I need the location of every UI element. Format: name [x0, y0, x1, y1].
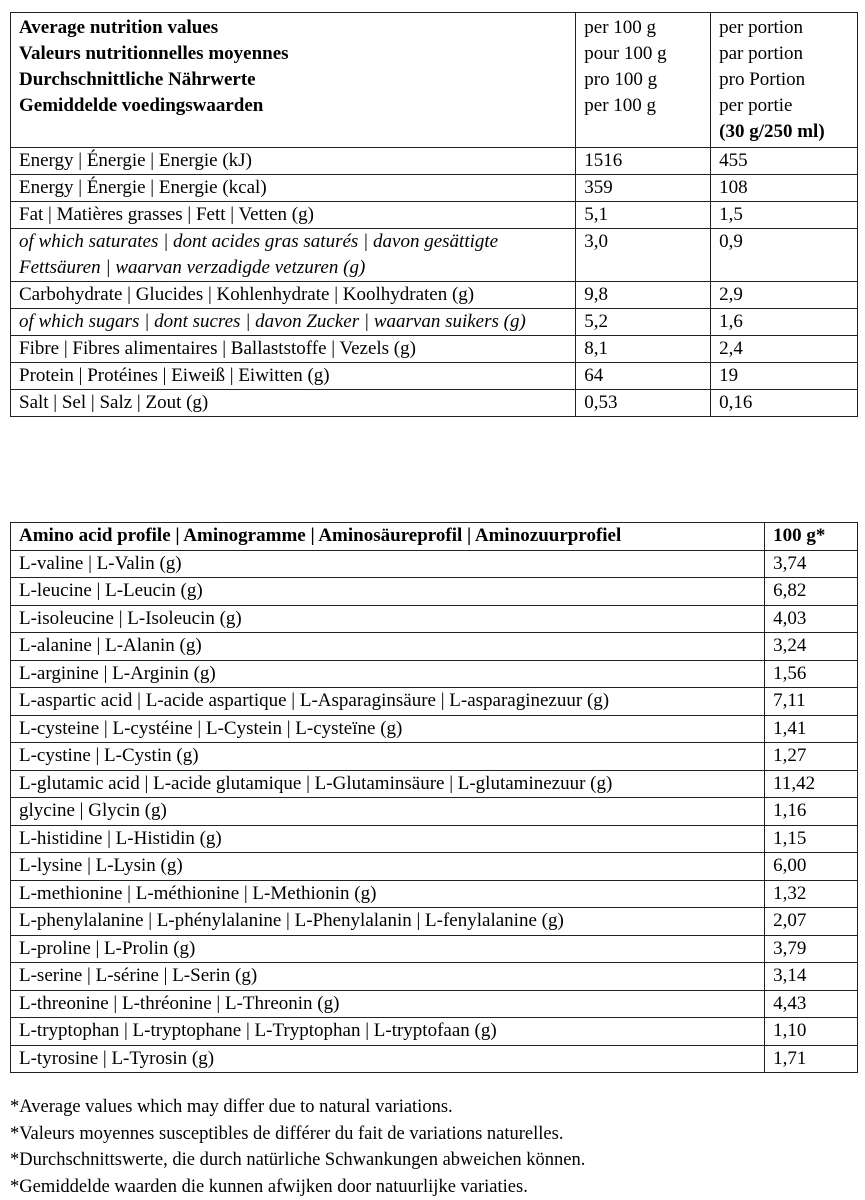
nutrient-label: Carbohydrate | Glucides | Kohlenhydrate | Koolhydraten (g) [11, 282, 576, 309]
header-label-line: Valeurs nutritionnelles moyennes [19, 43, 289, 64]
amino-value: 3,24 [765, 633, 858, 661]
nutrition-row-fibre [11, 336, 858, 363]
nutrition-row-energy-kj [11, 148, 858, 175]
nutrient-label: Energy | Énergie | Energie (kcal) [11, 175, 576, 202]
nutrient-portion: 455 [711, 148, 858, 175]
header-label-line: Gemiddelde voedingswaarden [19, 95, 264, 116]
amino-value: 1,16 [765, 798, 858, 826]
header-per100-line: pour 100 g [584, 43, 667, 64]
amino-row [11, 633, 858, 661]
amino-label: L-methionine | L-méthionine | L-Methionin (g) [11, 880, 765, 908]
amino-header-label [11, 523, 765, 551]
nutrient-portion: 1,5 [711, 202, 858, 229]
amino-acid-table [10, 522, 858, 1073]
amino-value: 6,82 [765, 578, 858, 606]
nutrient-portion: 2,4 [711, 336, 858, 363]
header-portion-size: (30 g/250 ml) [719, 121, 825, 142]
footnote-de: *Durchschnittswerte, die durch natürliche Schwankungen abweichen können. [10, 1150, 586, 1170]
nutrient-per100: 0,53 [576, 390, 711, 417]
nutrient-portion: 1,6 [711, 309, 858, 336]
header-portion-line: par portion [719, 43, 804, 64]
amino-value: 4,03 [765, 605, 858, 633]
nutrient-per100: 9,8 [576, 282, 711, 309]
amino-value: 7,11 [765, 688, 858, 716]
amino-label: L-isoleucine | L-Isoleucin (g) [11, 605, 765, 633]
header-portion-line: per portion [719, 17, 804, 38]
footnote-en: *Average values which may differ due to natural variations. [10, 1097, 453, 1117]
nutrient-per100: 5,1 [576, 202, 711, 229]
amino-value: 2,07 [765, 908, 858, 936]
amino-row [11, 770, 858, 798]
nutrition-header-label [11, 13, 576, 148]
amino-label: L-lysine | L-Lysin (g) [11, 853, 765, 881]
amino-row [11, 853, 858, 881]
amino-header-label-text: Amino acid profile | Aminogramme | Aminosäureprofil | Aminozuurprofiel [19, 525, 622, 546]
amino-header-value-text: 100 g* [773, 525, 826, 546]
nutrient-label: Protein | Protéines | Eiweiß | Eiwitten (g) [11, 363, 576, 390]
amino-row [11, 688, 858, 716]
amino-row [11, 578, 858, 606]
amino-label: L-serine | L-sérine | L-Serin (g) [11, 963, 765, 991]
amino-label: L-leucine | L-Leucin (g) [11, 578, 765, 606]
amino-value: 6,00 [765, 853, 858, 881]
nutrient-portion: 0,16 [711, 390, 858, 417]
nutrition-row-carbohydrate [11, 282, 858, 309]
amino-row [11, 1018, 858, 1046]
amino-value: 1,15 [765, 825, 858, 853]
amino-label: L-cysteine | L-cystéine | L-Cystein | L-cysteïne (g) [11, 715, 765, 743]
amino-label: L-cystine | L-Cystin (g) [11, 743, 765, 771]
nutrient-label: Fibre | Fibres alimentaires | Ballaststoffe | Vezels (g) [11, 336, 576, 363]
amino-row [11, 1045, 858, 1073]
footnotes [10, 1094, 585, 1200]
amino-row [11, 743, 858, 771]
amino-row [11, 660, 858, 688]
amino-value: 11,42 [765, 770, 858, 798]
amino-value: 3,14 [765, 963, 858, 991]
amino-rows [11, 550, 858, 1073]
header-label-line: Average nutrition values [19, 17, 219, 38]
amino-label: L-proline | L-Prolin (g) [11, 935, 765, 963]
nutrition-row-energy-kcal [11, 175, 858, 202]
nutrition-table [10, 12, 858, 417]
amino-label: L-phenylalanine | L-phénylalanine | L-Phenylalanin | L-fenylalanine (g) [11, 908, 765, 936]
footnote-nl: *Gemiddelde waarden die kunnen afwijken door natuurlijke variaties. [10, 1176, 528, 1197]
amino-label: L-glutamic acid | L-acide glutamique | L-Glutaminsäure | L-glutaminezuur (g) [11, 770, 765, 798]
amino-value: 1,32 [765, 880, 858, 908]
amino-value: 1,71 [765, 1045, 858, 1073]
amino-label: L-aspartic acid | L-acide aspartique | L-Asparaginsäure | L-asparaginezuur (g) [11, 688, 765, 716]
amino-row [11, 880, 858, 908]
amino-header-value [765, 523, 858, 551]
amino-label: L-histidine | L-Histidin (g) [11, 825, 765, 853]
header-portion-line: per portie [719, 95, 793, 116]
header-label-line: Durchschnittliche Nährwerte [19, 69, 256, 90]
nutrient-per100: 359 [576, 175, 711, 202]
header-per100-line: per 100 g [584, 17, 657, 38]
amino-label: L-valine | L-Valin (g) [11, 550, 765, 578]
amino-row [11, 935, 858, 963]
amino-value: 3,74 [765, 550, 858, 578]
amino-header-row [11, 523, 858, 551]
amino-row [11, 798, 858, 826]
nutrition-row-fat [11, 202, 858, 229]
header-per100-line: per 100 g [584, 95, 657, 116]
amino-value: 1,41 [765, 715, 858, 743]
nutrient-portion: 19 [711, 363, 858, 390]
amino-row [11, 715, 858, 743]
amino-label: L-tryptophan | L-tryptophane | L-Tryptophan | L-tryptofaan (g) [11, 1018, 765, 1046]
amino-value: 4,43 [765, 990, 858, 1018]
amino-label: L-threonine | L-thréonine | L-Threonin (g) [11, 990, 765, 1018]
nutrition-row-sugars [11, 309, 858, 336]
nutrient-per100: 5,2 [576, 309, 711, 336]
nutrition-header-portion [711, 13, 858, 148]
nutrient-label: Energy | Énergie | Energie (kJ) [11, 148, 576, 175]
nutrition-header-row [11, 13, 858, 148]
footnote-fr: *Valeurs moyennes susceptibles de différer du fait de variations naturelles. [10, 1123, 564, 1144]
nutrient-label: Fat | Matières grasses | Fett | Vetten (g) [11, 202, 576, 229]
amino-label: L-alanine | L-Alanin (g) [11, 633, 765, 661]
nutrition-row-salt [11, 390, 858, 417]
amino-value: 1,10 [765, 1018, 858, 1046]
amino-row [11, 550, 858, 578]
nutrient-label: of which sugars | dont sucres | davon Zucker | waarvan suikers (g) [11, 309, 576, 336]
amino-label: L-tyrosine | L-Tyrosin (g) [11, 1045, 765, 1073]
amino-label: L-arginine | L-Arginin (g) [11, 660, 765, 688]
amino-row [11, 605, 858, 633]
nutrient-portion: 108 [711, 175, 858, 202]
header-portion-line: pro Portion [719, 69, 806, 90]
nutrition-header-per100 [576, 13, 711, 148]
nutrient-per100: 1516 [576, 148, 711, 175]
nutrition-row-saturates [11, 229, 858, 282]
nutrient-per100: 8,1 [576, 336, 711, 363]
amino-row [11, 963, 858, 991]
amino-row [11, 990, 858, 1018]
nutrient-label: Salt | Sel | Salz | Zout (g) [11, 390, 576, 417]
header-per100-line: pro 100 g [584, 69, 658, 90]
nutrient-portion: 2,9 [711, 282, 858, 309]
amino-row [11, 908, 858, 936]
nutrient-label: of which saturates | dont acides gras saturés | davon gesättigte Fettsäuren | waarvan verzadigde vetzuren (g) [11, 229, 576, 282]
nutrient-per100: 64 [576, 363, 711, 390]
amino-row [11, 825, 858, 853]
nutrient-portion: 0,9 [711, 229, 858, 282]
amino-value: 3,79 [765, 935, 858, 963]
amino-label: glycine | Glycin (g) [11, 798, 765, 826]
amino-value: 1,27 [765, 743, 858, 771]
nutrient-per100: 3,0 [576, 229, 711, 282]
nutrition-row-protein [11, 363, 858, 390]
amino-value: 1,56 [765, 660, 858, 688]
